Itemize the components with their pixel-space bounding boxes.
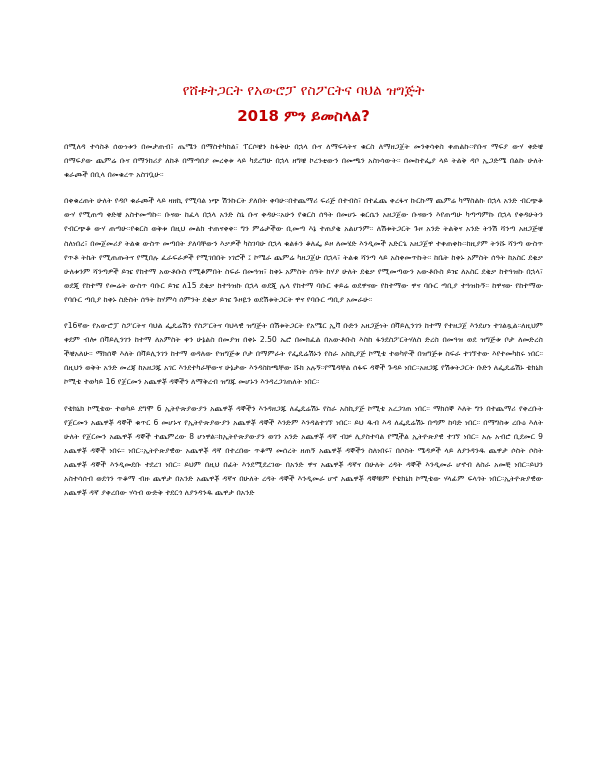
paragraph: በቀቁረጠት ሁለት የዳቦ ቁራጮች ላይ ዛዘኪ የሚባል ነጭ ሽንኩርት ያለበት ቀባሁ።በተጨማሪ ፍሪጅ በተብስ፣ በተፈጨ ቀረፋና ኩርኩማ ጨምሬ ካማስልኩ በኋላ አንድ ብርጭቆ ውሃ የሚጠጣ ቀድቼ አስተመጣኩ። ቡናው ከፈላ በኋላ አንድ ስኒ ቡና ቀዳሁ።አሁን የቁርስ ሰዓት በመሆኑ ቁርሴን አዘጋጀው ቡናውን እየጠጣሁ ካጣጣምኩ በኋላ የቀዳሁትን የብርጭቆ ውሃ ጠጣሁ።የቁርስ ወቅቱ በዚህ መልክ ተጠናቀቀ። ግን ምሬታችው ቢመጣ እኔ ተጠያቂ አልሆንም። ለሽቱትጋርት ጉዞ አንድ ትልቅና አንድ ትንሽ ሻንጣ አዘጋጅቼ ስለነበረ፣ በመጀመሪያ ትልቁ ውስጥ መጣበት ያለባቸውን እቃዎች ካስገባሁ በኋላ ቁልፉን ቆለፌ ይዞ ለመሄድ እንዲመች አድርጌ አዘጋጀዋ ተቀጠቀኩ።ከዚያም ትንሹ ሻንጣ ውስጥ የጥቶ ትኬት የሚጠጡትና የሚበሉ ፈራፍራዎች የሚገበበት ነገሮች ፤ ኮሜራ ጨምሬ ካዘጋጀሁ በኋላ፣ ትልቁ ሻንጣ ላይ አስቀመጥኩት። ከቤት ከቀኑ አምስት ሰዓት ከአስር ደቂቃ ሁለቱንም ሻንጣዎች ይዤ የከተማ አውቶቡስ የሚቆምበት ስፍራ በመጓዝ፣ ከቀኑ አምስት ሰዓት ከሃያ ሁለት ደቂቃ የሚመጣውን አውቶቡስ ይዤ ለአስር ደቂቃ ከተጓዝኩ በኋላ፣ ወደጂ የከተማ የመሬት ውስጥ ባቡር ይዤ ለ15 ደቂቃ ከተጓዝኩ በኋላ ወደጂ ሌላ የከተማ ባቡር ቀይሬ ወደዋናው የከተማው ዋና ባቡር ጣቢያ ተጓዝኩኝ። ከዋናው የከተማው የባቡር ጣቢያ ከቀኑ ስድስት ሰዓት ከሃምሳ ሰምንት ደቂቃ ይዤ ጉዞዬን ወደሽቱትጋርት ዋና የባቡር ጣቢያ አመራሁ። bbox=[64, 196, 543, 304]
paragraph: የቴክኒክ ኮሚቴው ተወካይ ደግሞ 6 ኢትዮጵያውያን አጨዋቾ ዳኞችን እንዳዘጋጁ ለፌዴሬሽኑ የስራ አስኪያጅ ኮሚቴ አረጋገጠ ነበር። ማክሰኞ እለት ግን በተጨማሪ የቀረቡት የጀርመን አጨዋቾ ዳኞች ቁጥር 6 መሆኑና የኢትዮጵያውያን አጨዋቾ ዳኞች እንድም እንዳልተገኘ ነበር። ይህ ዱብ እዳ ለፌዴሬሽኑ በጣም ከባድ ነበር። በማግስቱ ረቡዕ እለት ሁለት የጀርመን አጨዋቾ ዳኞች ተጨምረው 8 ሆነዋል።ከኢትዮጵያውያን ወገን አንድ አጨዋቾ ዳኛ ብቻ ሊያስተባል የሚችል ኢትዮጵያዊ ተገኘ ነበር። አሉ አብሮ ቢደመር 9 አጨዋቾ ዳኞች ነበሩ። ነበር።ኢትዮጵያዊው አጨዋቾ ዳኛ በተረበው ጥቆማ መሰረት ዘጠኝ አጨዋቾ ዳኞችን ስለነበሩ፣ በሶስት ሜዳዎች ላይ ለያንዳንዱ ጨዋታ ሶስት ሶስት አጨዋቾ ዳኞች እንዲመደቡ ተደረገ ነበር። ይህም በዚህ በፊት እንደሚደረገው በአንድ ዋና አጨዋቾ ዳኛና በሁለት ረዳት ዳኞች እንዲመራ ሆኖብ ለስራ አመቺ ነበር።ይህን አስተሳሰብ ወደጎን ጥቆማ ብዙ ጨዋታ በአንድ አጨዋቾ ዳኛና በሁለት ረዳት ዳኞች እንዲመራ ሆኖ አጨዋቾ ዳኞቹም የቴክኒክ ኮሚቴው ሃላፊም ፍላጎት ነበር።ኢትዮጵያዊው አጨዋቾ ዳኛ ያቀረበው ሃሳብ ውድቅ ተደርጎ ለያንዳንዱ ጨዋታ በአንድ bbox=[64, 403, 543, 498]
paragraph: በሚለዳ ተሳስቶ ሰውነቱን በመታጠብ፣ ጤሜን በማስተካከል፣ ፐርሶቼን ከፋቅሁ በኋላ ቡና ለማፍላትና ቁርስ ለማዘጋጀት መንቀሳቀስ ቀጠልኩ።የቡና ማፍያ ውሃ ቀድቼ በማፍያው ጨምሬ ቡና በማንከሪያ ለከቶ በማጣበያ መረቀቱ ላይ ካደረግሁ በኋላ ዘግቼ ኮረንቲውን በመጫን አስነሳውት። በመከተፌያ ላይ ትልቅ ዳቦ ኢጋድሜ በልኩ ሁለት ቁራጮች በቢላ በመቁረጥ አስገቧሁ። bbox=[64, 142, 543, 180]
paragraph: የ16ኛው የአውሮፓ ስፖርትና ባህል ፌዴሬሽን የስፖርትና ባህላዊ ዝግጅት በሽቱትጋርት የአሜር ኢቫ ቡድን አዘጋጅነት በቫይሊንገን ከተማ የተዘጋጀ እንደሆነ ተገልጿል።ለዚህም ቀደም ብሎ በቫይሊንገን ከተማ ለአምስት ቀን ሁኔልስ በመያዝ በቀኑ 2.50 ኤሮ በመክፈል በአውቶቡስ እስከ ፋንደስፖርትሃለስ ድረስ በመጓዝ ወደ ዝግጅቱ ቦታ ለመድረስ ችቼአለሁ። ማክሰኞ እለት በቫይሊንገን ከተማ ወዳለው የዝግጅቱ ቦታ በማምራት የፌዴሬሽኑን የስራ አስኪያጅ ኮሚቴ ተወካዮች በዝግጅቱ ስፍራ ተገኘተው እየተመካከሩ ነበር። በዚህን ወቅት አንድ መረጃ ከአዘጋጁ አገር እንደተካራቸውና ሁኔታው እንዳስከጫቸው ሹክ አሉኝ።የሜዳቸል ሰፋፍ ዳኞች ጉዳይ ነበር።አዘጋጁ የሽቱትጋርት ቡድን ለፌዴሬሽኑ ቴክኒክ ኮሚቴ ተወካይ 16 የጀርመን አጨዋቾ ዳኞችን ለማቅረብ ዝግጁ መሆኑን እንዳረጋገጠለት ነበር። bbox=[64, 321, 543, 387]
document-body bbox=[64, 140, 543, 500]
document-title: የሸቱትጋርት የአውሮፓ የስፖርትና ባህል ዝግጅት bbox=[182, 83, 425, 99]
document-subtitle: 2018 ምን ይመስላል? bbox=[237, 107, 370, 125]
